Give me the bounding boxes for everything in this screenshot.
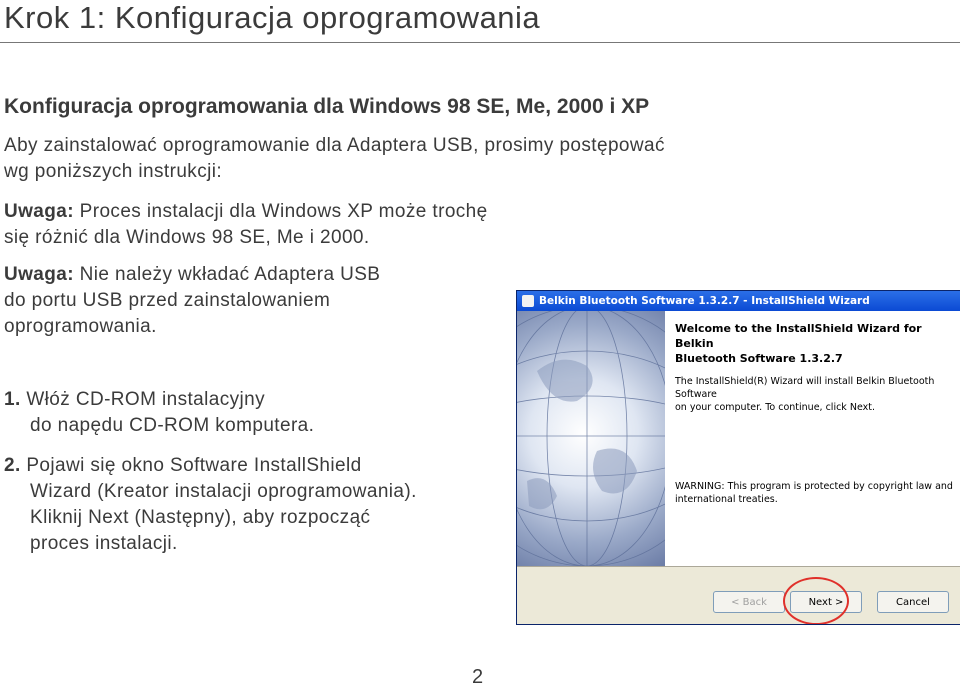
step-2-line-2: Wizard (Kreator instalacji oprogramowania).: [30, 481, 417, 502]
note-2-line-2: do portu USB przed zainstalowaniem: [4, 290, 331, 311]
globe-image: [517, 311, 665, 566]
step-2-line-4: proces instalacji.: [30, 533, 178, 554]
wizard-warning-line-1: WARNING: This program is protected by copyright law and: [675, 481, 953, 492]
section-subtitle: Konfiguracja oprogramowania dla Windows 98 SE, Me, 2000 i XP: [4, 95, 650, 118]
note-2-line-1: Nie należy wkładać Adaptera USB: [73, 264, 381, 285]
step-2-number: 2.: [4, 455, 21, 476]
note-2: [4, 262, 380, 340]
step-1: [4, 387, 314, 439]
step-1-line-1: Włóż CD-ROM instalacyjny: [20, 389, 266, 410]
installshield-wizard-screenshot: [516, 290, 960, 625]
step-1-number: 1.: [4, 389, 21, 410]
next-button[interactable]: Next >: [790, 591, 862, 613]
page-title: Krok 1: Konfiguracja oprogramowania: [4, 0, 541, 35]
title-divider: [0, 42, 960, 43]
wizard-description: [675, 375, 955, 414]
wizard-heading-line-1: Welcome to the InstallShield Wizard for Belkin: [675, 322, 922, 350]
wizard-button-separator: [517, 566, 960, 567]
note-1-line-2: się różnić dla Windows 98 SE, Me i 2000.: [4, 227, 370, 248]
note-2-line-3: oprogramowania.: [4, 316, 157, 337]
wizard-titlebar: [517, 291, 960, 311]
cancel-button[interactable]: Cancel: [877, 591, 949, 613]
wizard-warning: [675, 480, 955, 506]
wizard-warning-line-2: international treaties.: [675, 494, 778, 505]
note-2-label: Uwaga:: [4, 264, 74, 285]
next-button-highlight-circle: [783, 577, 849, 625]
wizard-window-title: Belkin Bluetooth Software 1.3.2.7 - InstallShield Wizard: [539, 295, 870, 307]
note-1-label: Uwaga:: [4, 201, 74, 222]
step-2-line-1: Pojawi się okno Software InstallShield: [20, 455, 362, 476]
wizard-heading-line-2: Bluetooth Software 1.3.2.7: [675, 352, 843, 365]
step-2-line-3: Kliknij Next (Następny), aby rozpocząć: [30, 507, 371, 528]
step-1-line-2: do napędu CD-ROM komputera.: [30, 415, 315, 436]
note-1: [4, 199, 488, 251]
wizard-body-line-1: The InstallShield(R) Wizard will install Belkin Bluetooth Software: [675, 376, 935, 400]
intro-paragraph: [4, 133, 665, 185]
wizard-heading: [675, 321, 955, 366]
intro-line-2: wg poniższych instrukcji:: [4, 161, 223, 182]
note-1-line-1: Proces instalacji dla Windows XP może trochę: [73, 201, 488, 222]
wizard-body-line-2: on your computer. To continue, click Next.: [675, 402, 875, 413]
back-button[interactable]: < Back: [713, 591, 785, 613]
step-2: [4, 453, 417, 557]
page-number: 2: [472, 666, 484, 688]
intro-line-1: Aby zainstalować oprogramowanie dla Adaptera USB, prosimy postępować: [4, 135, 665, 156]
installer-icon: [522, 295, 534, 307]
wizard-body: [517, 311, 960, 566]
